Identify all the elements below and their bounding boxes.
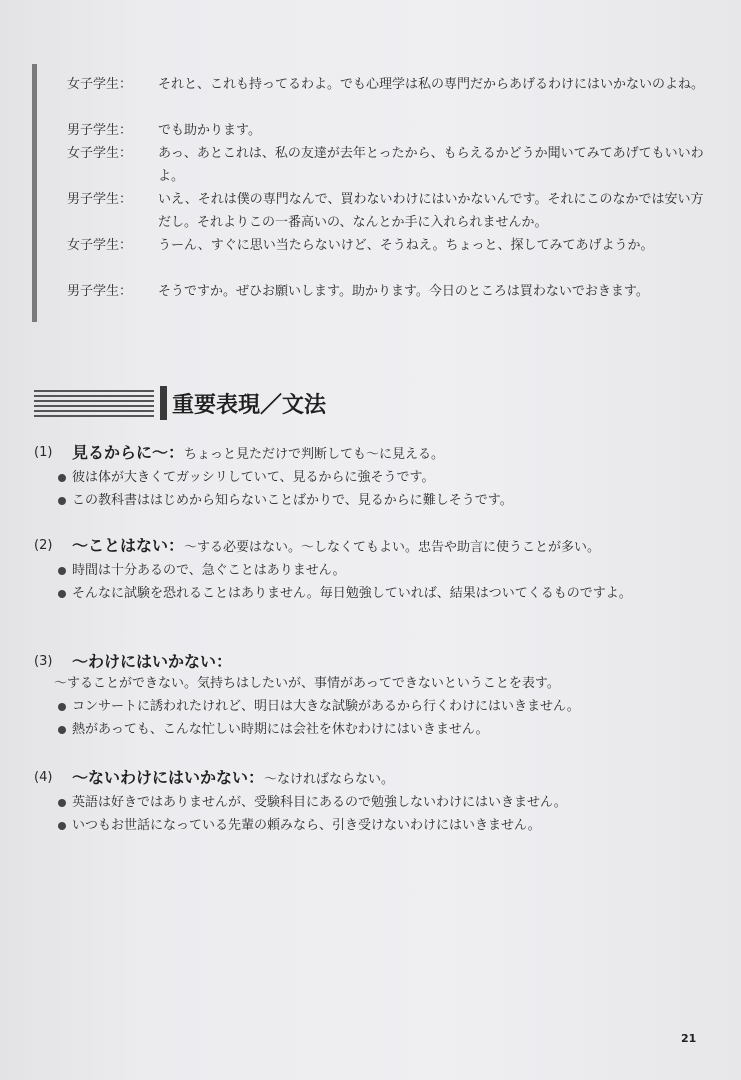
speech-text: それと、これも持ってるわよ。でも心理学は私の専門だからあげるわけにはいかないのよね。 bbox=[158, 77, 705, 92]
speech-text: うーん、すぐに思い当たらないけど、そうねえ。ちょっと、探してみてあげようか。 bbox=[158, 238, 654, 253]
bullet-icon bbox=[58, 497, 66, 505]
bullet-icon bbox=[58, 822, 66, 830]
example-text: そんなに試験を恐れることはありません。毎日勉強していれば、結果はついてくるものですよ。 bbox=[72, 586, 632, 601]
bullet-icon bbox=[58, 799, 66, 807]
speech-text: あっ、あとこれは、私の友達が去年とったから、もらえるかどうか聞いてみてあげてもいいわよ。 bbox=[158, 146, 704, 184]
dialogue-block bbox=[32, 64, 712, 322]
grammar-point-title: ～わけにはいかない： bbox=[72, 652, 233, 671]
grammar-expression: ～ことはない： bbox=[72, 536, 185, 555]
example-text: 彼は体が大きくてガッシリしていて、見るからに強そうです。 bbox=[72, 470, 435, 485]
example-sentence bbox=[32, 466, 702, 489]
grammar-point bbox=[32, 533, 702, 605]
grammar-expression: 見るからに～： bbox=[72, 443, 185, 462]
bullet-icon bbox=[58, 703, 66, 711]
bullet-icon bbox=[58, 474, 66, 482]
page-number: 21 bbox=[681, 1032, 697, 1045]
example-sentence bbox=[32, 791, 702, 814]
grammar-point bbox=[32, 765, 702, 837]
grammar-definition: ～することができない。気持ちはしたいが、事情があってできないということを表す。 bbox=[54, 676, 560, 691]
grammar-point-number: (2) bbox=[34, 538, 53, 553]
grammar-expression: ～ないわけにはいかない： bbox=[72, 768, 265, 787]
grammar-point-header bbox=[32, 649, 702, 675]
example-sentence bbox=[32, 582, 702, 605]
grammar-definition: ちょっと見ただけで判断しても～に見える。 bbox=[184, 447, 445, 462]
grammar-point-header bbox=[32, 533, 702, 559]
grammar-point-number: (3) bbox=[34, 654, 53, 669]
bullet-icon bbox=[58, 590, 66, 598]
example-text: 時間は十分あるので、急ぐことはありません。 bbox=[72, 563, 346, 578]
grammar-point-title bbox=[72, 765, 394, 793]
example-text: コンサートに誘われたけれど、明日は大きな試験があるから行くわけにはいきません。 bbox=[72, 699, 580, 714]
dialogue-side-bar bbox=[32, 64, 37, 322]
example-sentence bbox=[32, 718, 702, 741]
heading-stripes-decoration bbox=[34, 390, 154, 418]
example-sentence bbox=[32, 695, 702, 718]
example-text: 熱があっても、こんな忙しい時期には会社を休むわけにはいきません。 bbox=[72, 722, 489, 737]
speaker-label: 男子学生： bbox=[67, 123, 133, 138]
grammar-point bbox=[32, 440, 702, 512]
speaker-label: 男子学生： bbox=[67, 284, 133, 299]
example-sentence bbox=[32, 559, 702, 582]
grammar-point-number: (1) bbox=[34, 445, 53, 460]
example-text: いつもお世話になっている先輩の頼みなら、引き受けないわけにはいきません。 bbox=[72, 818, 541, 833]
grammar-point-title bbox=[72, 533, 600, 561]
grammar-point-title bbox=[72, 440, 444, 468]
grammar-point-header bbox=[32, 440, 702, 466]
bullet-icon bbox=[58, 567, 66, 575]
grammar-point-number: (4) bbox=[34, 770, 53, 785]
speaker-label: 女子学生： bbox=[67, 77, 133, 92]
example-sentence bbox=[32, 814, 702, 837]
speaker-label: 女子学生： bbox=[67, 238, 133, 253]
example-sentence bbox=[32, 489, 702, 512]
example-text: 英語は好きではありませんが、受験科目にあるので勉強しないわけにはいきません。 bbox=[72, 795, 567, 810]
grammar-definition: ～する必要はない。～しなくてもよい。忠告や助言に使うことが多い。 bbox=[184, 540, 601, 555]
grammar-point bbox=[32, 649, 702, 741]
speech-text: いえ、それは僕の専門なんで、買わないわけにはいかないんです。それにこのなかでは安い方だし。それよりこの一番高いの、なんとか手に入れられませんか。 bbox=[158, 192, 704, 230]
bullet-icon bbox=[58, 726, 66, 734]
speech-text: そうですか。ぜひお願いします。助かります。今日のところは買わないでおきます。 bbox=[158, 284, 649, 299]
heading-mark-decoration bbox=[160, 386, 167, 420]
section-title: 重要表現／文法 bbox=[172, 393, 327, 418]
speech-text: でも助かります。 bbox=[158, 123, 261, 138]
grammar-definition-block bbox=[32, 673, 702, 695]
example-text: この教科書ははじめから知らないことばかりで、見るからに難しそうです。 bbox=[72, 493, 513, 508]
section-heading bbox=[34, 384, 434, 424]
grammar-point-header bbox=[32, 765, 702, 791]
speaker-label: 女子学生： bbox=[67, 146, 133, 161]
grammar-definition: ～なければならない。 bbox=[264, 772, 395, 787]
speaker-label: 男子学生： bbox=[67, 192, 133, 207]
